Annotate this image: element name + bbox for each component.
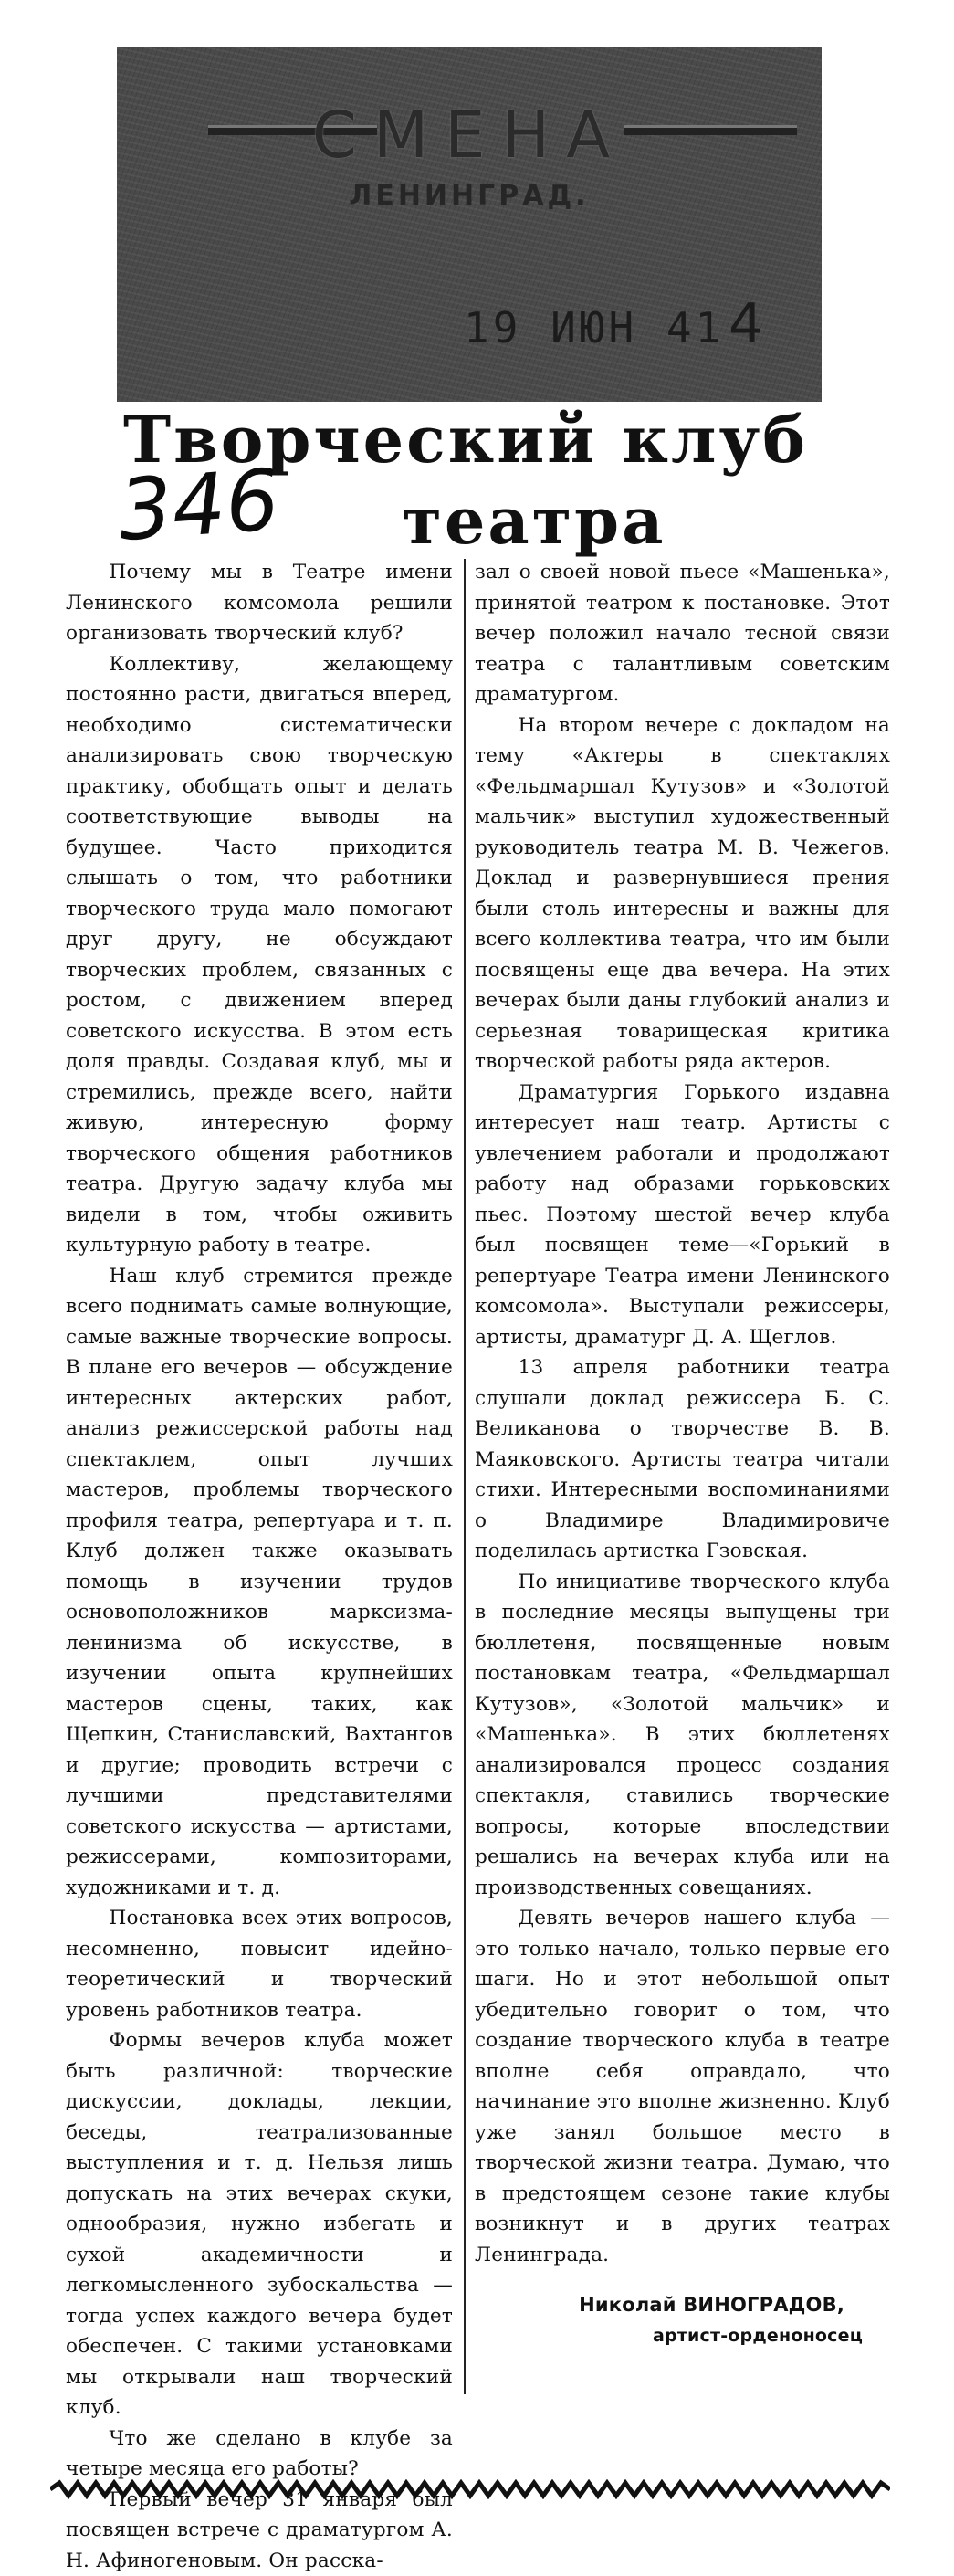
left-paragraph-4: Постановка всех этих вопросов, несомненно, повысит идейно-теоретический и творческий уровень работников театра. [66,1903,453,2025]
right-paragraph-2: На втором вечере с докладом на тему «Актеры в спектаклях «Фельдмаршал Кутузов» и «Золотой мальчик» выступил художественный руководитель театра М. В. Чежегов. Доклад и развернувшиеся прения были столь интересны и важны для всего коллектива театра, что им были посвящены еще два вечера. На этих вечерах были даны глубокий анализ и серьезная товарищеская критика творческой работы ряда актеров. [475,710,890,1078]
clipping-date-stamp: 19 ИЮН 41 [464,303,724,352]
city-name: ЛЕНИНГРАД. [117,180,822,212]
left-paragraph-5: Формы вечеров клуба может быть различной: творческие дискуссии, доклады, лекции, беседы, театрализованные выступления и т. д. Нельзя лишь допускать на этих вечерах скуки, однообразия, нужно избегать и сухой академичности и легкомысленного зубоскальства — тогда успех каждого вечера будет обеспечен. С такими установками мы открывали наш творческий клуб. [66,2025,453,2424]
left-column [66,557,453,2576]
left-paragraph-7: Первый вечер 31 января был посвящен встрече с драматургом А. Н. Афиногеновым. Он расска- [66,2485,453,2576]
zigzag-border [50,2479,890,2499]
title-line-2: театра [55,483,876,559]
handwritten-number: 346 [115,451,282,560]
right-column [475,557,890,2351]
left-paragraph-1: Почему мы в Театре имени Ленинского комсомола решили организовать творческий клуб? [66,557,453,649]
signature [475,2290,890,2351]
newspaper-name: СМЕНА [117,98,822,173]
title-line-1: Творческий клуб [123,402,808,478]
left-paragraph-3: Наш клуб стремится прежде всего поднимать самые волнующие, самые важные творческие вопросы. В плане его вечеров — обсуждение интересных актерских работ, анализ режиссерской работы над спектаклем, опыт лучших мастеров, проблемы творческого профиля театра, репертуара и т. п. Клуб должен также оказывать помощь в изучении трудов основоположников марксизма-ленинизма об искусстве, в изучении опыта крупнейших мастеров сцены, таких, как Щепкин, Станиславский, Вахтангов и другие; проводить встречи с лучшими представителями советского искусства — артистами, режиссерами, композиторами, художниками и т. д. [66,1261,453,1904]
column-divider [464,559,466,2394]
author-name: Николай ВИНОГРАДОВ, [475,2290,890,2321]
right-paragraph-4: 13 апреля работники театра слушали доклад режиссера Б. С. Великанова о творчестве В. В. Маяковского. Артисты театра читали стихи. Интересными воспоминаниями о Владимире Владимировиче поделилась артистка Гзовская. [475,1352,890,1567]
author-title: артист-орденоносец [475,2321,890,2352]
clipping-number: 4 [729,292,763,356]
right-paragraph-6: Девять вечеров нашего клуба — это только начало, только первые его шаги. Но и этот небольшой опыт убедительно говорит о том, что создание творческого клуба в театре вполне себя оправдало, что начинание это вполне жизненно. Клуб уже занял большое место в творческой жизни театра. Думаю, что в предстоящем сезоне такие клубы возникнут и в других театрах Ленинграда. [475,1903,890,2270]
right-paragraph-3: Драматургия Горького издавна интересует наш театр. Артисты с увлечением работали и продолжают работу над образами горьковских пьес. Поэтому шестой вечер клуба был посвящен теме—«Горький в репертуаре Театра имени Ленинского комсомола». Выступали режиссеры, артисты, драматург Д. А. Щеглов. [475,1078,890,1353]
right-paragraph-5: По инициативе творческого клуба в последние месяцы выпущены три бюллетеня, посвященные новым постановкам театра, «Фельдмаршал Кутузов», «Золотой мальчик» и «Машенька». В этих бюллетенях анализировался процесс создания спектакля, ставились творческие вопросы, которые впоследствии решались на вечерах клуба или на производственных совещаниях. [475,1567,890,1904]
newspaper-clipping-header [117,47,822,402]
left-paragraph-2: Коллективу, желающему постоянно расти, двигаться вперед, необходимо систематически анализировать свою творческую практику, обобщать опыт и делать соответствующие выводы на будущее. Часто приходится слышать о том, что работники творческого труда мало помогают друг другу, не обсуждают творческих проблем, связанных с ростом, с движением вперед советского искусства. В этом есть доля правды. Создавая клуб, мы и стремились, прежде всего, найти живую, интересную форму творческого общения работников театра. Другую задачу клуба мы видели в том, чтобы оживить культурную работу в театре. [66,649,453,1261]
right-paragraph-1: зал о своей новой пьесе «Машенька», принятой театром к постановке. Этот вечер положил начало тесной связи театра с талантливым советским драматургом. [475,557,890,710]
left-paragraph-6: Что же сделано в клубе за четыре месяца его работы? [66,2424,453,2485]
